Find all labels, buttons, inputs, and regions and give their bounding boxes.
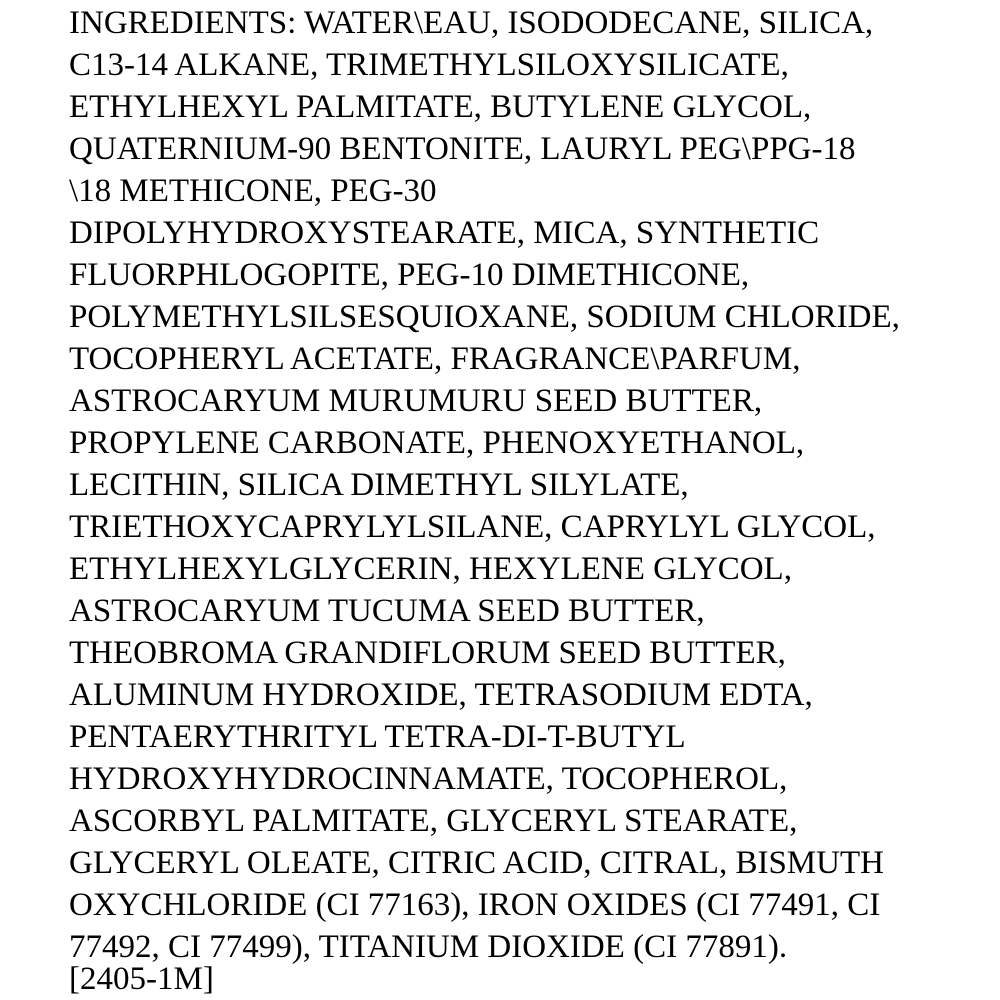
ingredients-line-5: \18 METHICONE, PEG-30	[69, 173, 437, 209]
ingredients-line-10: ASTROCARYUM MURUMURU SEED BUTTER,	[69, 383, 763, 419]
ingredients-line-20: ASCORBYL PALMITATE, GLYCERYL STEARATE,	[69, 803, 798, 839]
batch-code: [2405-1M]	[69, 961, 214, 997]
ingredients-line-18: PENTAERYTHRITYL TETRA-DI-T-BUTYL	[69, 719, 686, 755]
ingredients-line-9: TOCOPHERYL ACETATE, FRAGRANCE\PARFUM,	[69, 341, 801, 377]
ingredients-line-15: ASTROCARYUM TUCUMA SEED BUTTER,	[69, 593, 705, 629]
ingredients-line-16: THEOBROMA GRANDIFLORUM SEED BUTTER,	[69, 635, 786, 671]
ingredients-line-11: PROPYLENE CARBONATE, PHENOXYETHANOL,	[69, 425, 805, 461]
ingredients-line-14: ETHYLHEXYLGLYCERIN, HEXYLENE GLYCOL,	[69, 551, 792, 587]
ingredients-line-13: TRIETHOXYCAPRYLYLSILANE, CAPRYLYL GLYCOL,	[69, 509, 876, 545]
ingredients-line-12: LECITHIN, SILICA DIMETHYL SILYLATE,	[69, 467, 689, 503]
ingredients-line-1: INGREDIENTS: WATER\EAU, ISODODECANE, SILICA,	[69, 5, 874, 41]
ingredients-line-6: DIPOLYHYDROXYSTEARATE, MICA, SYNTHETIC	[69, 215, 820, 251]
ingredients-line-2: C13-14 ALKANE, TRIMETHYLSILOXYSILICATE,	[69, 47, 789, 83]
ingredients-line-19: HYDROXYHYDROCINNAMATE, TOCOPHEROL,	[69, 761, 788, 797]
ingredients-line-17: ALUMINUM HYDROXIDE, TETRASODIUM EDTA,	[69, 677, 813, 713]
ingredients-line-22: OXYCHLORIDE (CI 77163), IRON OXIDES (CI 77491, CI	[69, 887, 881, 923]
ingredients-line-23: 77492, CI 77499), TITANIUM DIOXIDE (CI 77891).	[69, 929, 788, 965]
ingredients-line-4: QUATERNIUM-90 BENTONITE, LAURYL PEG\PPG-18	[69, 131, 856, 167]
ingredients-line-21: GLYCERYL OLEATE, CITRIC ACID, CITRAL, BISMUTH	[69, 845, 884, 881]
ingredients-line-7: FLUORPHLOGOPITE, PEG-10 DIMETHICONE,	[69, 257, 750, 293]
ingredients-line-8: POLYMETHYLSILSESQUIOXANE, SODIUM CHLORIDE,	[69, 299, 900, 335]
ingredients-line-3: ETHYLHEXYL PALMITATE, BUTYLENE GLYCOL,	[69, 89, 812, 125]
